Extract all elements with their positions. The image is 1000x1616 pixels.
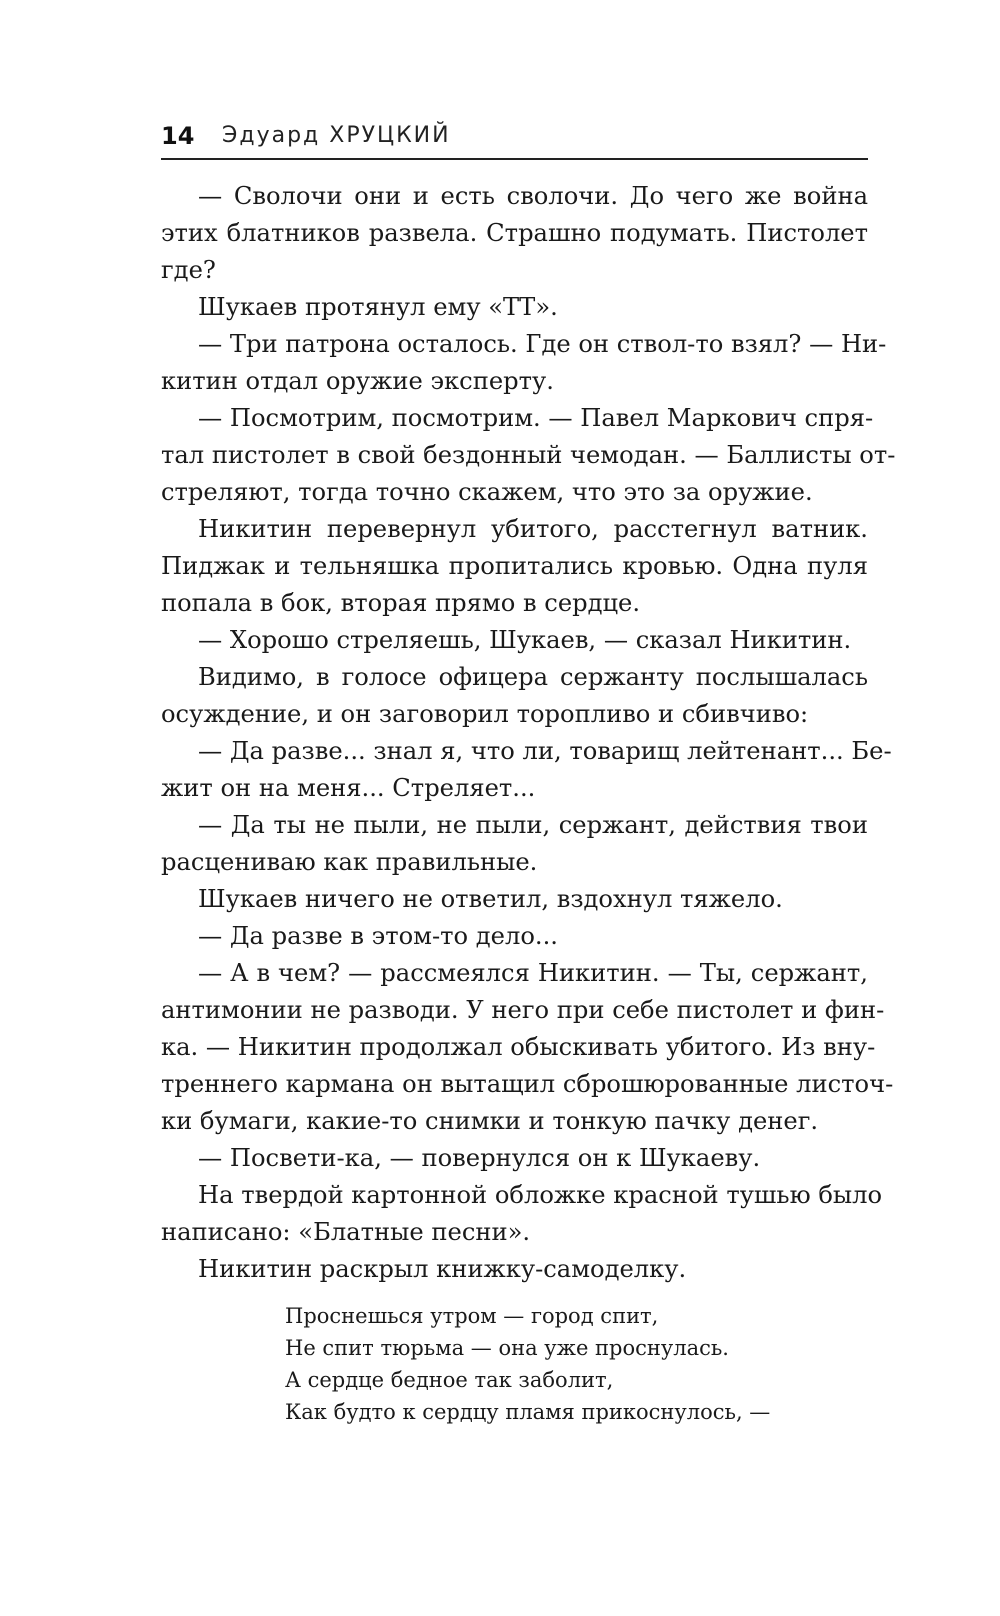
paragraph — [161, 1140, 868, 1177]
text-line: тал пистолет в свой бездонный чемодан. — Баллисты от- — [161, 441, 896, 469]
poem-line: А сердце бедное так заболит, — [285, 1368, 614, 1392]
paragraph — [161, 326, 887, 400]
paragraph — [161, 955, 894, 1140]
text-line: осуждение, и он заговорил торопливо и сбивчиво: — [161, 700, 809, 728]
text-line: стреляют, тогда точно скажем, что это за оружие. — [161, 478, 813, 506]
text-line: — Посмотрим, посмотрим. — Павел Маркович спря- — [198, 404, 874, 432]
text-line: На твердой картонной обложке красной тушью было — [198, 1181, 883, 1209]
page-number: 14 — [161, 122, 195, 150]
text-line: ка. — Никитин продолжал обыскивать убитого. Из вну- — [161, 1033, 876, 1061]
text-line: — А в чем? — рассмеялся Никитин. — Ты, сержант, — [198, 959, 868, 987]
text-line: треннего кармана он вытащил сброшюрованные листоч- — [161, 1070, 894, 1098]
poem-line: Как будто к сердцу пламя прикоснулось, — — [285, 1400, 771, 1424]
body-text — [161, 178, 896, 1288]
paragraph — [161, 733, 892, 807]
text-line: жит он на меня... Стреляет... — [161, 774, 536, 802]
text-line: — Хорошо стреляешь, Шукаев, — сказал Никитин. — [198, 626, 852, 654]
poem-line: Проснешься утром — город спит, — [285, 1304, 659, 1328]
paragraph — [161, 807, 868, 881]
paragraph — [161, 659, 868, 733]
text-line: попала в бок, вторая прямо в сердце. — [161, 589, 641, 617]
text-line: Пиджак и тельняшка пропитались кровью. Одна пуля — [161, 552, 868, 580]
text-line: Видимо, в голосе офицера сержанту послышалась — [198, 663, 868, 691]
paragraph — [161, 400, 896, 511]
paragraph — [161, 1177, 883, 1251]
poem-line: Не спит тюрьма — она уже проснулась. — [285, 1336, 729, 1360]
paragraph — [161, 511, 868, 622]
text-line: ки бумаги, какие-то снимки и тонкую пачку денег. — [161, 1107, 819, 1135]
text-line: где? — [161, 256, 216, 284]
text-line: этих блатников развела. Страшно подумать. Пистолет — [161, 219, 868, 247]
text-line: — Посвети-ка, — повернулся он к Шукаеву. — [198, 1144, 761, 1172]
text-line: — Три патрона осталось. Где он ствол-то взял? — Ни- — [198, 330, 887, 358]
poem-excerpt — [285, 1300, 845, 1428]
paragraph — [161, 1251, 868, 1288]
paragraph — [161, 289, 868, 326]
text-line: Никитин перевернул убитого, расстегнул ватник. — [198, 515, 868, 543]
text-line: — Да разве... знал я, что ли, товарищ лейтенант... Бе- — [198, 737, 892, 765]
page-header — [161, 118, 868, 160]
text-line: Никитин раскрыл книжку-самоделку. — [198, 1255, 687, 1283]
text-line: Шукаев ничего не ответил, вздохнул тяжело. — [198, 885, 783, 913]
paragraph — [161, 622, 868, 659]
text-line: китин отдал оружие эксперту. — [161, 367, 554, 395]
text-line: расцениваю как правильные. — [161, 848, 538, 876]
text-line: — Да разве в этом-то дело... — [198, 922, 558, 950]
text-line: — Да ты не пыли, не пыли, сержант, действия твои — [198, 811, 868, 839]
paragraph — [161, 881, 868, 918]
paragraph — [161, 178, 868, 289]
text-line: Шукаев протянул ему «ТТ». — [198, 293, 558, 321]
text-line: написано: «Блатные песни». — [161, 1218, 531, 1246]
paragraph — [161, 918, 868, 955]
running-head-author: Эдуард ХРУЦКИЙ — [222, 123, 451, 148]
text-line: антимонии не разводи. У него при себе пистолет и фин- — [161, 996, 885, 1024]
text-line: — Сволочи они и есть сволочи. До чего же война — [198, 182, 868, 210]
